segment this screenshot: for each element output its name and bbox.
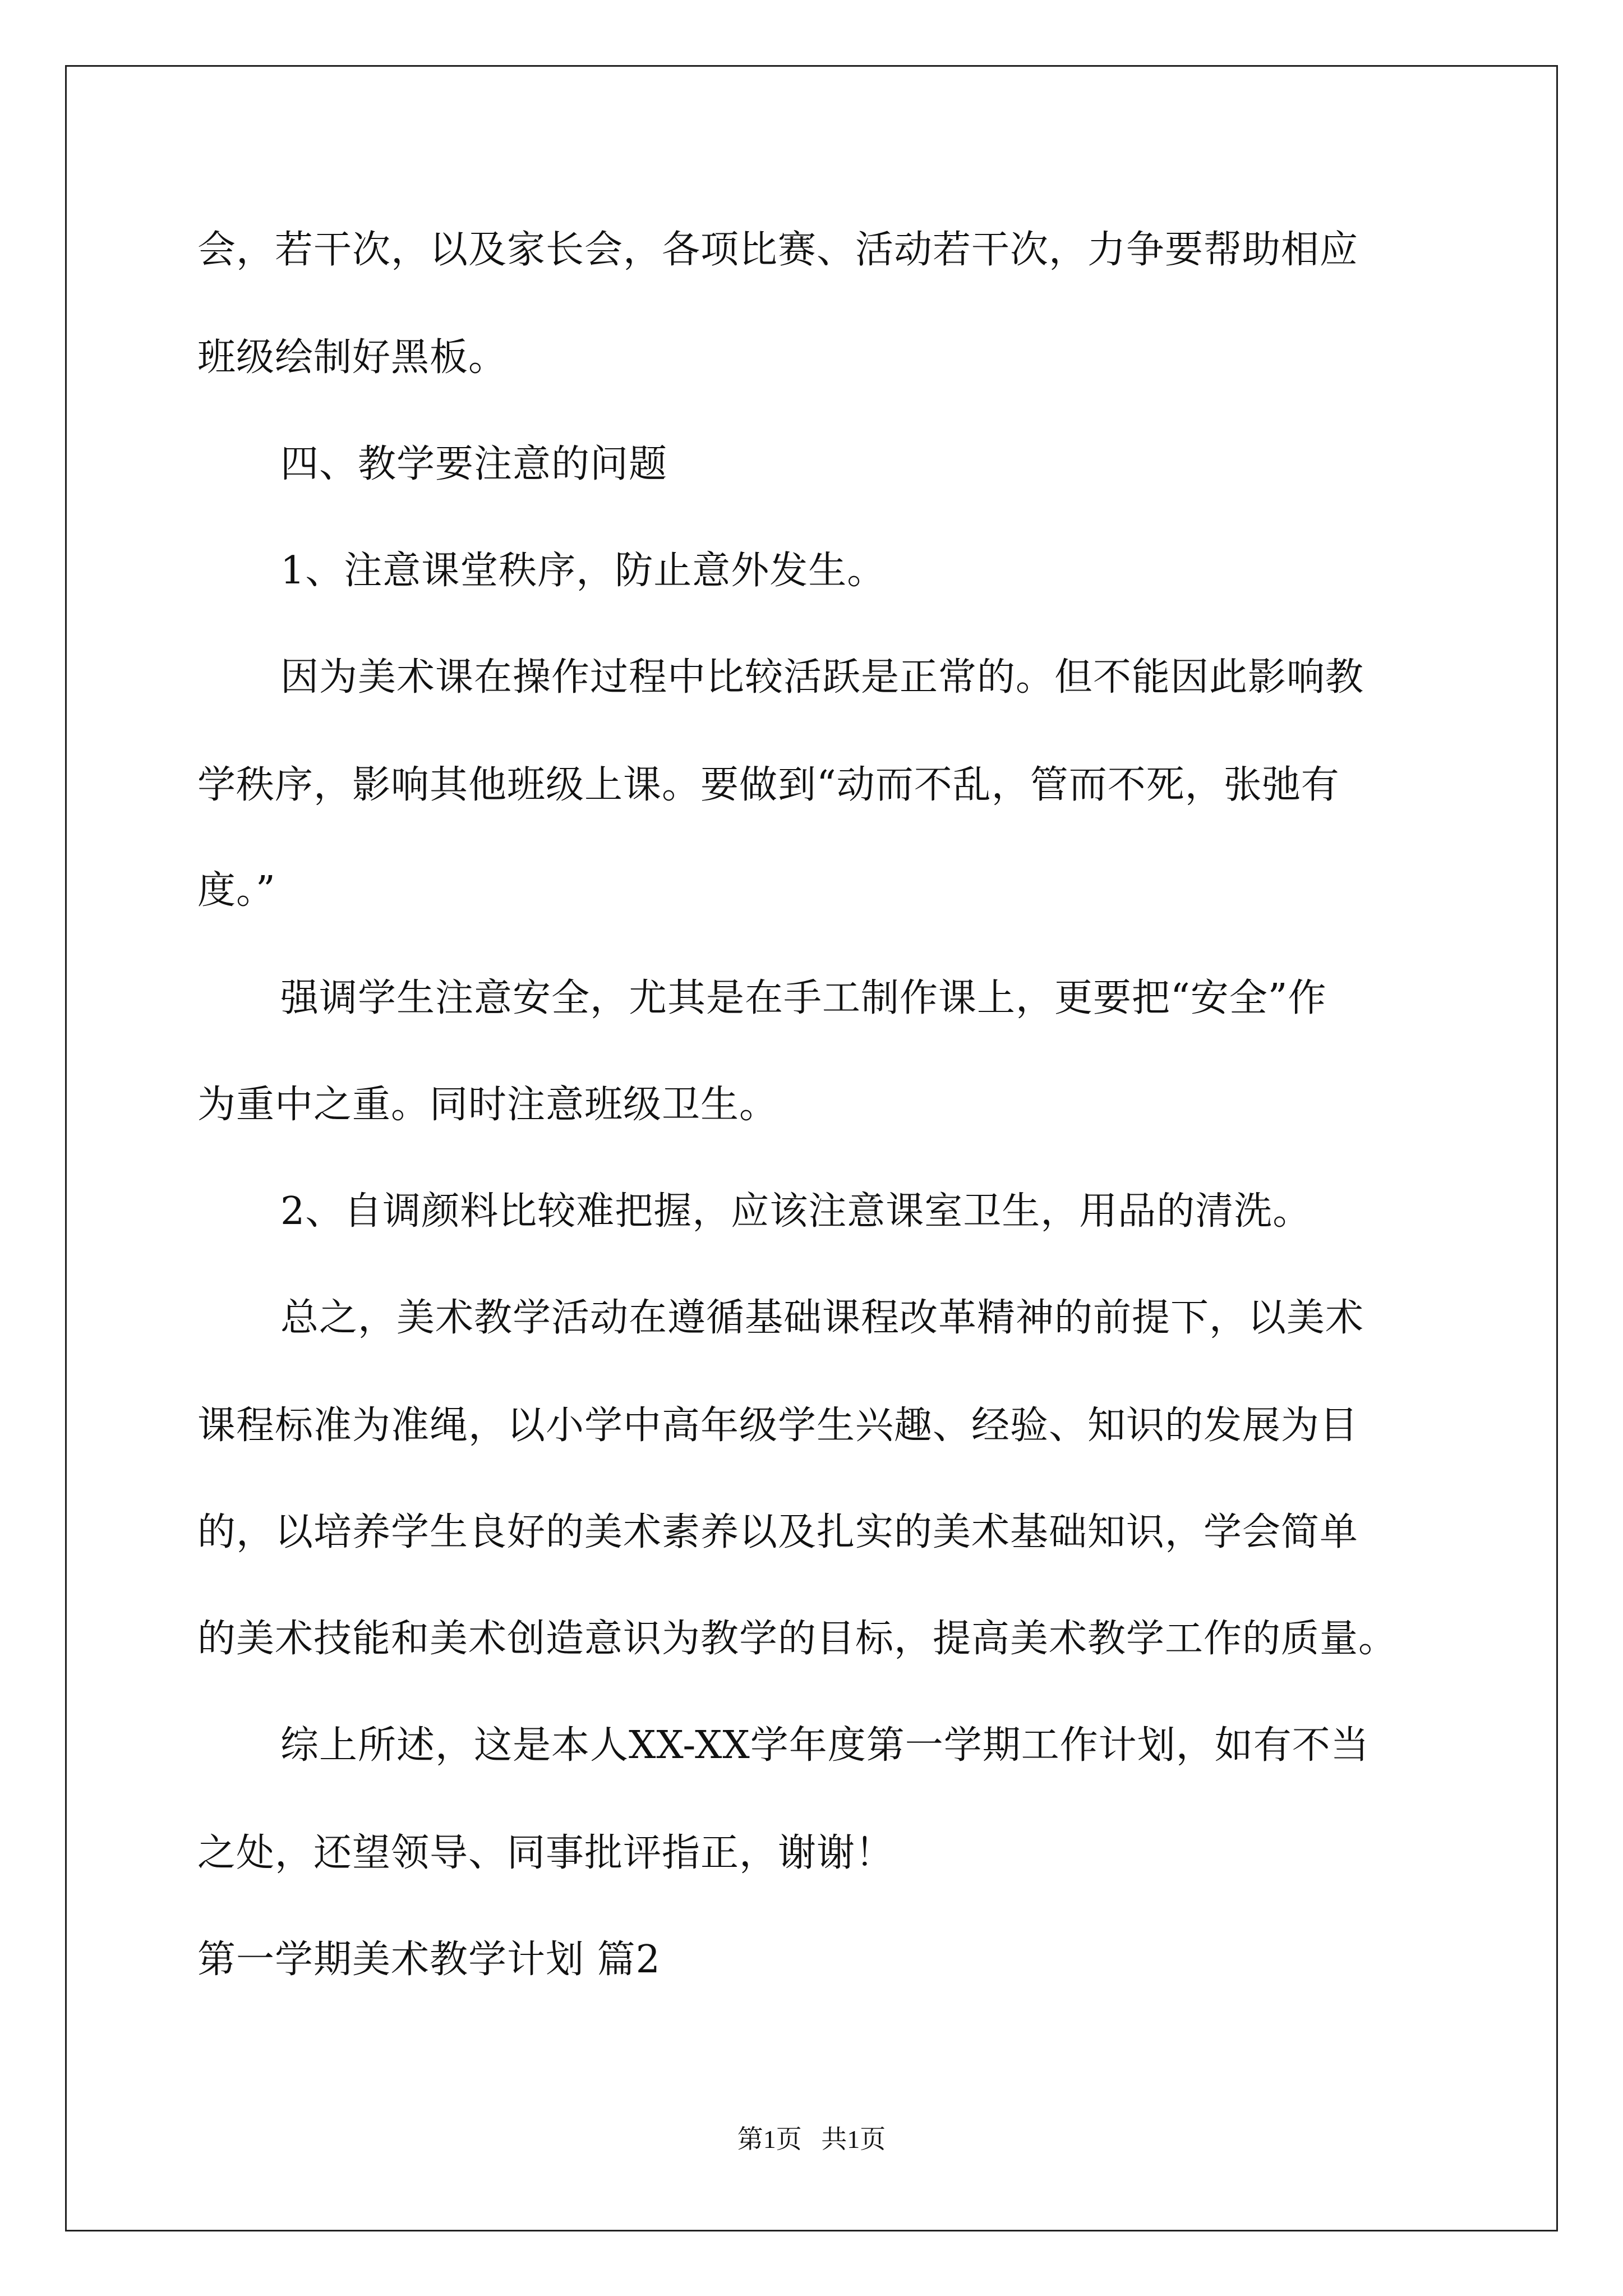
body-line-12: 课程标准为准绳，以小学中高年级学生兴趣、经验、知识的发展为目 [197,1404,1359,1448]
body-line-13: 的，以培养学生良好的美术素养以及扎实的美术基础知识，学会简单 [197,1510,1359,1554]
body-line-8: 强调学生注意安全，尤其是在手工制作课上，更要把“安全”作 [280,976,1327,1020]
body-line-7: 度。” [197,868,276,913]
body-line-9: 为重中之重。同时注意班级卫生。 [197,1083,778,1127]
body-line-16: 之处，还望领导、同事批评指正，谢谢！ [197,1831,895,1875]
section-title-part-2: 第一学期美术教学计划 篇2 [197,1938,661,1982]
body-line-5: 因为美术课在操作过程中比较活跃是正常的。但不能因此影响教 [280,655,1364,700]
section-heading-4: 四、教学要注意的问题 [280,442,668,486]
body-line-6: 学秩序，影响其他班级上课。要做到“动而不乱，管而不死，张弛有 [197,763,1340,807]
page-border [65,65,1558,2231]
body-line-14: 的美术技能和美术创造意识为教学的目标，提高美术教学工作的质量。 [197,1617,1398,1661]
page-footer: 第1页 共1页 [737,2125,886,2154]
body-line-1: 会，若干次，以及家长会，各项比赛、活动若干次，力争要帮助相应 [197,228,1359,272]
body-line-15: 综上所述，这是本人XX-XX学年度第一学期工作计划，如有不当 [280,1723,1370,1768]
body-line-2: 班级绘制好黑板。 [197,335,508,380]
body-line-11: 总之，美术教学活动在遵循基础课程改革精神的前提下，以美术 [280,1296,1364,1340]
list-item-2: 2、自调颜料比较难把握，应该注意课室卫生，用品的清洗。 [280,1189,1312,1234]
list-item-1: 1、注意课堂秩序，防止意外发生。 [280,549,886,593]
